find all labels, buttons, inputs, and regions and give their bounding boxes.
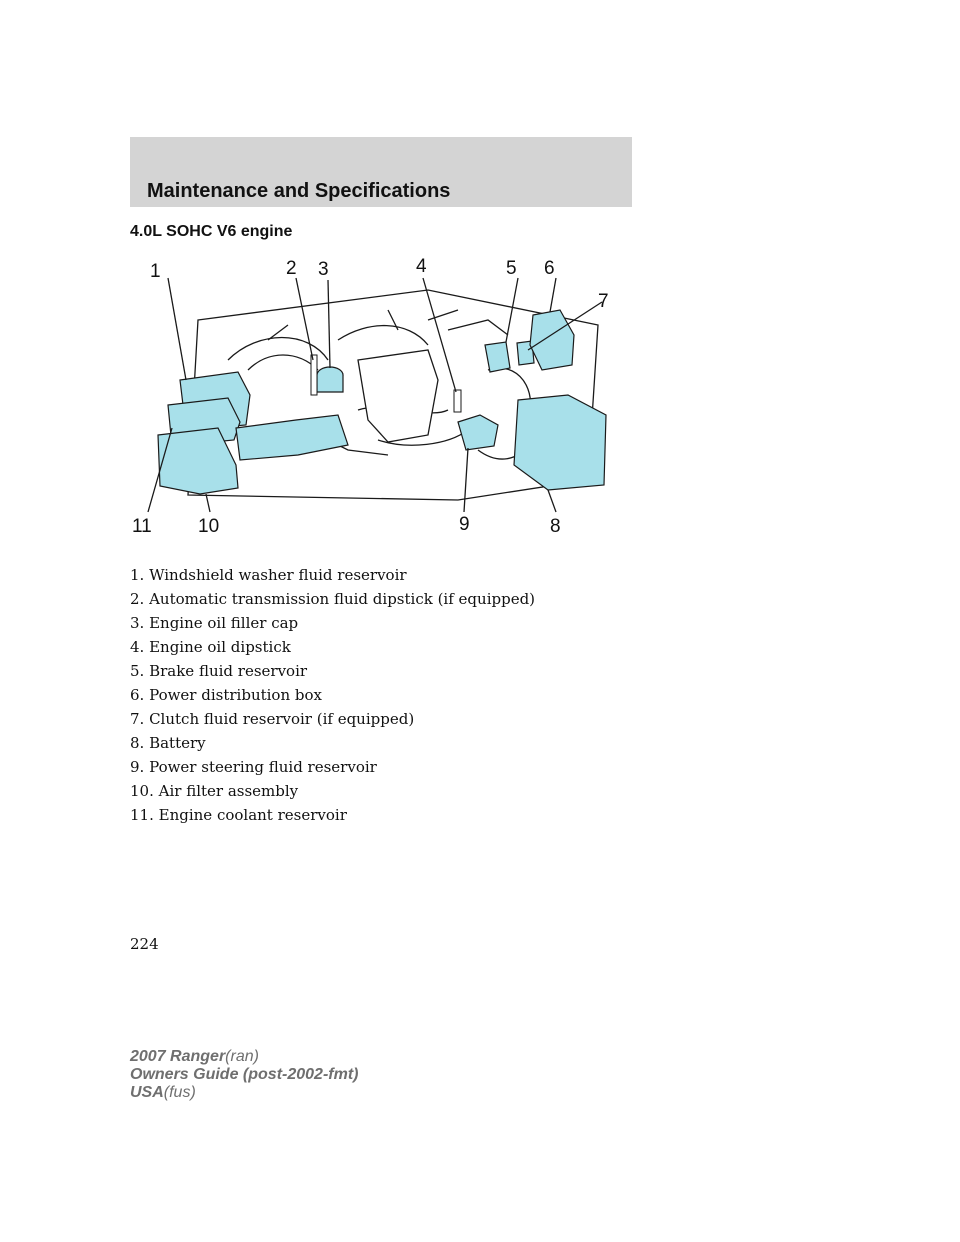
- callout-5: 5: [506, 258, 517, 279]
- callout-10: 10: [198, 516, 220, 537]
- callout-2: 2: [286, 258, 297, 279]
- callout-6: 6: [544, 258, 555, 279]
- footer-line-1: [130, 1048, 358, 1066]
- legend-item: 5. Brake fluid reservoir: [130, 662, 308, 680]
- legend-item: 8. Battery: [130, 734, 206, 752]
- callout-11: 11: [132, 516, 152, 537]
- page-number: 224: [130, 935, 159, 953]
- callout-3: 3: [318, 259, 329, 280]
- legend-item: 1. Windshield washer fluid reservoir: [130, 566, 407, 584]
- power-steering-reservoir-shape: [458, 415, 498, 450]
- footer-line-2: [130, 1066, 358, 1084]
- page-header-title: Maintenance and Specifications: [147, 180, 451, 202]
- document-footer: [130, 1048, 358, 1102]
- legend-item: 2. Automatic transmission fluid dipstick (if equipped): [130, 590, 536, 608]
- legend-item: 7. Clutch fluid reservoir (if equipped): [130, 710, 415, 728]
- legend-item: 9. Power steering fluid reservoir: [130, 758, 377, 776]
- footer-market-code: (fus): [163, 1084, 196, 1101]
- callout-7: 7: [598, 291, 609, 312]
- engine-compartment-diagram: [128, 250, 609, 550]
- footer-market: USA: [130, 1084, 164, 1101]
- header-band: [130, 137, 632, 207]
- callout-4: 4: [416, 256, 427, 277]
- footer-model: 2007 Ranger: [130, 1048, 226, 1065]
- footer-line-3: [130, 1084, 358, 1102]
- brake-reservoir-shape: [485, 342, 510, 372]
- section-title: 4.0L SOHC V6 engine: [130, 223, 293, 240]
- battery-shape: [514, 395, 606, 490]
- legend-item: 10. Air filter assembly: [130, 782, 299, 800]
- oil-dipstick-shape: [454, 390, 461, 412]
- atf-dipstick-shape: [311, 355, 317, 395]
- legend-item: 4. Engine oil dipstick: [130, 638, 291, 656]
- legend-item: 11. Engine coolant reservoir: [130, 806, 347, 824]
- callout-1: 1: [150, 261, 161, 282]
- callout-8: 8: [550, 516, 561, 537]
- component-legend: [130, 563, 535, 827]
- callout-9: 9: [459, 514, 470, 535]
- footer-model-code: (ran): [225, 1048, 259, 1065]
- legend-item: 3. Engine oil filler cap: [130, 614, 299, 632]
- footer-guide: Owners Guide (post-2002-fmt): [130, 1066, 359, 1083]
- legend-item: 6. Power distribution box: [130, 686, 322, 704]
- intake-tube-shape: [236, 415, 348, 460]
- engine-cover-shape: [358, 350, 438, 442]
